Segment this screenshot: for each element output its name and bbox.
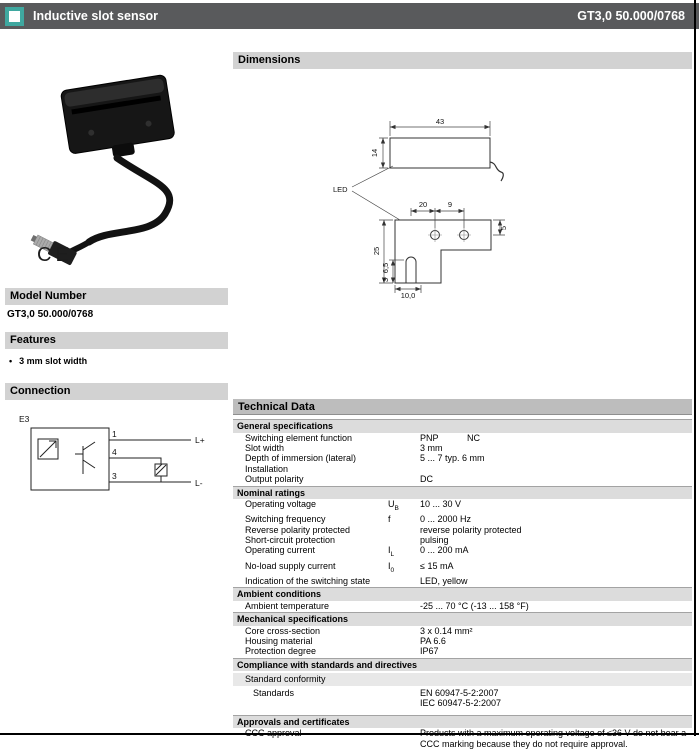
table-row — [233, 453, 692, 463]
row-label: Operating current — [245, 545, 316, 556]
pin-4-label: 4 — [112, 447, 117, 457]
row-label: Core cross-section — [245, 625, 321, 636]
table-row — [233, 464, 692, 474]
ce-mark: CE — [37, 244, 73, 266]
row-label: Indication of the switching state — [245, 575, 371, 586]
table-row — [233, 535, 692, 545]
header-model-number: GT3,0 50.000/0768 — [577, 9, 685, 23]
row-value: 3 mm — [420, 442, 443, 453]
page-bottom-border — [0, 733, 699, 735]
dim-25: 25 — [372, 246, 381, 256]
row-label: Installation — [245, 463, 289, 474]
dim-43: 43 — [435, 117, 445, 126]
dim-6-5: 6,5 — [381, 262, 390, 274]
connection-diagram — [5, 406, 228, 524]
subsection-title: Standard conformity — [233, 673, 692, 686]
section-title: Nominal ratings — [233, 486, 692, 500]
section-title: General specifications — [233, 419, 692, 433]
sensor-head — [60, 74, 176, 164]
output-stage-symbol — [75, 442, 95, 474]
brand-icon — [5, 7, 24, 26]
row-value: pulsing — [420, 535, 449, 546]
row-value: DC — [420, 474, 433, 485]
row-value: 3 x 0.14 mm² — [420, 625, 473, 636]
row-symbol: $U_B$ — [388, 499, 399, 512]
row-label: Slot width — [245, 442, 285, 453]
table-row — [233, 601, 692, 611]
row-value: PA 6.6 — [420, 636, 446, 647]
dim-9: 9 — [447, 200, 453, 209]
l-minus-label: L- — [195, 478, 203, 488]
row-label: Reverse polarity protected — [245, 524, 351, 535]
table-row — [233, 545, 692, 560]
row-symbol: f — [388, 514, 391, 525]
row-value: 0 ... 2000 Hz — [420, 514, 472, 525]
page-right-border — [694, 0, 696, 736]
page-title: Inductive slot sensor — [33, 9, 159, 23]
section-title: Approvals and certificates — [233, 715, 692, 729]
row-label: No-load supply current — [245, 560, 336, 571]
row-value: CCC marking because they do not require approval. — [420, 738, 628, 749]
row-label: Ambient temperature — [245, 600, 330, 611]
led-leader-lines — [352, 166, 400, 220]
row-value: PNP NC — [420, 432, 480, 443]
dim-5: 5 — [499, 225, 508, 231]
connection-heading: Connection — [5, 383, 228, 400]
table-row — [233, 626, 692, 636]
table-row — [233, 728, 692, 749]
row-value — [420, 464, 692, 474]
row-symbol: $I_0$ — [388, 560, 395, 574]
row-symbol: $I_L$ — [388, 545, 395, 559]
pin-1-label: 1 — [112, 429, 117, 439]
technical-data-heading: Technical Data — [233, 399, 692, 415]
row-label: Depth of immersion (lateral) — [245, 453, 357, 464]
dimension-drawing — [233, 70, 692, 395]
row-label: Protection degree — [245, 646, 317, 657]
diagram-label: E3 — [19, 414, 30, 424]
table-row — [233, 433, 692, 443]
row-value: 0 ... 200 mA — [420, 545, 469, 556]
row-value: LED, yellow — [420, 575, 468, 586]
model-number-value: GT3,0 50.000/0768 — [7, 309, 94, 320]
row-label: Output polarity — [245, 474, 304, 485]
dim-14: 14 — [370, 148, 379, 158]
table-row — [233, 443, 692, 453]
led-label: LED — [333, 185, 348, 194]
row-label: Short-circuit protection — [245, 535, 336, 546]
table-row — [233, 474, 692, 484]
front-view-outline — [395, 220, 491, 283]
table-row — [233, 499, 692, 514]
row-label: Housing material — [245, 636, 313, 647]
row-value: 10 ... 30 V — [420, 499, 462, 510]
section-title: Compliance with standards and directives — [233, 658, 692, 672]
row-label: Operating voltage — [245, 499, 317, 510]
section-title: Mechanical specifications — [233, 612, 692, 626]
row-value: ≤ 15 mA — [420, 560, 454, 571]
row-value: IP67 — [420, 646, 439, 657]
section-title: Ambient conditions — [233, 587, 692, 601]
row-value: 5 ... 7 typ. 6 mm — [420, 453, 485, 464]
wire-pin4 — [109, 458, 161, 464]
row-label: Switching element function — [245, 432, 353, 443]
table-row — [233, 688, 692, 709]
dimension-lines — [352, 121, 505, 293]
dim-3: 3 — [381, 277, 390, 283]
table-row — [233, 636, 692, 646]
cable — [89, 158, 170, 242]
table-row — [233, 646, 692, 656]
features-heading: Features — [5, 332, 228, 349]
table-row — [233, 514, 692, 524]
row-value: EN 60947-5-2:2007 IEC 60947-5-2:2007 — [420, 687, 502, 709]
row-label — [245, 728, 388, 749]
table-row — [233, 576, 692, 586]
cable-hint — [490, 162, 503, 181]
table-row — [233, 561, 692, 576]
dim-20: 20 — [418, 200, 428, 209]
feature-item: • 3 mm slot width — [9, 356, 87, 366]
row-value: -25 ... 70 °C (-13 ... 158 °F) — [420, 600, 529, 611]
row-label: Switching frequency — [245, 514, 326, 525]
row-label: Standards — [253, 687, 295, 698]
l-plus-label: L+ — [195, 435, 205, 445]
product-photo — [5, 36, 228, 278]
header-bar — [0, 3, 699, 29]
table-row — [233, 525, 692, 535]
dim-10-0: 10,0 — [400, 291, 416, 300]
dimensions-heading: Dimensions — [233, 52, 692, 69]
row-value: reverse polarity protected — [420, 524, 522, 535]
pin-3-label: 3 — [112, 471, 117, 481]
side-view-outline — [390, 138, 490, 168]
model-number-heading: Model Number — [5, 288, 228, 305]
technical-data-table — [233, 418, 692, 749]
slot-outline — [406, 257, 416, 283]
